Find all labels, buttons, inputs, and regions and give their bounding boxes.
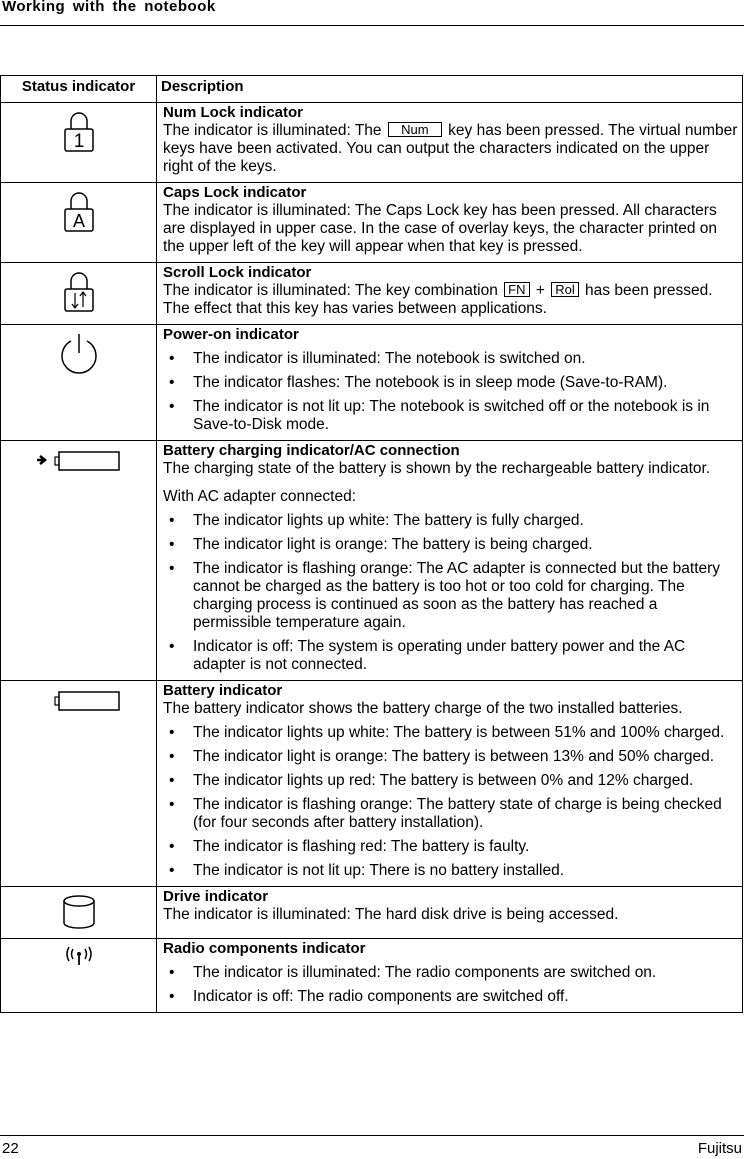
table-header-row — [1, 76, 743, 103]
list-item: • The indicator is flashing orange: The AC adapter is connected but the battery cannot be charged as the battery is too hot or too cold for charging. The charging process is continued as soon as the battery has reached a permissible temperature again. — [163, 560, 738, 632]
list-item: • The indicator is flashing red: The battery is faulty. — [163, 838, 738, 856]
row-text — [163, 122, 738, 176]
row-text-post: has been pressed. The effect that this key has varies between applications. — [163, 282, 713, 317]
bullet-list — [163, 350, 738, 434]
status-cell — [1, 681, 157, 887]
status-cell — [1, 441, 157, 681]
description-cell — [157, 325, 743, 441]
page-number: 22 — [2, 1140, 19, 1157]
caps-lock-icon — [61, 189, 97, 233]
caps-lock-icon-label: A — [72, 211, 85, 231]
row-text — [163, 282, 738, 318]
table-row — [1, 681, 743, 887]
list-item: • The indicator lights up white: The battery is fully charged. — [163, 512, 738, 530]
footer-rule — [0, 1135, 744, 1136]
row-title: Battery charging indicator/AC connection — [163, 442, 460, 459]
list-item: • The indicator is not lit up: The notebook is switched off or the notebook is in Save-to-Disk mode. — [163, 398, 738, 434]
description-cell — [157, 681, 743, 887]
list-item: • The indicator is flashing orange: The battery state of charge is being checked (for four seconds after battery installation). — [163, 796, 738, 832]
description-cell — [157, 441, 743, 681]
page-header — [0, 0, 744, 26]
description-cell — [157, 939, 743, 1013]
table-row — [1, 939, 743, 1013]
bullet-list — [163, 512, 738, 674]
list-item: • Indicator is off: The system is operating under battery power and the AC adapter is not connected. — [163, 638, 738, 674]
power-icon — [56, 331, 102, 377]
num-lock-icon — [61, 109, 97, 153]
battery-icon — [34, 687, 124, 715]
row-title: Power-on indicator — [163, 326, 299, 343]
list-item: • The indicator light is orange: The battery is between 13% and 50% charged. — [163, 748, 738, 766]
bullet-list — [163, 964, 738, 1006]
status-indicator-table — [0, 75, 743, 1013]
row-text-post: key has been pressed. The virtual number keys have been activated. You can output the characters indicated on the upper right of the keys. — [163, 122, 738, 175]
row-text-pre: The indicator is illuminated: The key combination — [163, 282, 498, 299]
table-row — [1, 325, 743, 441]
list-item: • The indicator lights up red: The battery is between 0% and 12% charged. — [163, 772, 738, 790]
plus-sign: + — [535, 282, 545, 299]
list-item: • The indicator is not lit up: There is no battery installed. — [163, 862, 738, 880]
fn-key: FN — [504, 282, 529, 297]
num-lock-icon-label: 1 — [73, 131, 84, 152]
row-title: Scroll Lock indicator — [163, 264, 312, 281]
status-cell — [1, 887, 157, 939]
table-row — [1, 887, 743, 939]
list-item: • The indicator is illuminated: The radio components are switched on. — [163, 964, 738, 982]
list-item: • The indicator is illuminated: The notebook is switched on. — [163, 350, 738, 368]
page-title: Working with the notebook — [2, 0, 216, 15]
row-text: The indicator is illuminated: The Caps Lock key has been pressed. All characters are displayed in upper case. In the case of overlay keys, the character printed on the upper left of the key will appear when that key is pressed. — [163, 202, 718, 255]
status-cell — [1, 325, 157, 441]
row-text-pre: The indicator is illuminated: The — [163, 122, 382, 139]
table-row — [1, 263, 743, 325]
row-title: Battery indicator — [163, 682, 283, 699]
row-title: Caps Lock indicator — [163, 184, 307, 201]
drive-icon — [59, 893, 99, 933]
table-row — [1, 103, 743, 183]
row-title: Radio components indicator — [163, 940, 366, 957]
footer-brand: Fujitsu — [697, 1140, 742, 1157]
row-text: The charging state of the battery is shown by the rechargeable battery indicator. — [163, 460, 711, 477]
radio-icon — [59, 945, 99, 971]
list-item: • The indicator flashes: The notebook is in sleep mode (Save-to-RAM). — [163, 374, 738, 392]
list-item: • The indicator light is orange: The battery is being charged. — [163, 536, 738, 554]
description-cell — [157, 263, 743, 325]
num-key: Num — [388, 122, 442, 137]
description-cell — [157, 183, 743, 263]
status-cell — [1, 183, 157, 263]
description-cell — [157, 887, 743, 939]
rol-key: Rol — [551, 282, 579, 297]
col-description-header: Description — [157, 76, 743, 103]
list-item: • The indicator lights up white: The battery is between 51% and 100% charged. — [163, 724, 738, 742]
row-text: The battery indicator shows the battery charge of the two installed batteries. — [163, 700, 683, 717]
status-cell — [1, 103, 157, 183]
description-cell — [157, 103, 743, 183]
battery-charging-icon — [34, 447, 124, 475]
col-status-header: Status indicator — [1, 76, 157, 103]
status-cell — [1, 263, 157, 325]
scroll-lock-icon — [61, 269, 97, 315]
table-row — [1, 441, 743, 681]
row-text-2: With AC adapter connected: — [163, 488, 357, 505]
row-title: Drive indicator — [163, 888, 269, 905]
table-row — [1, 183, 743, 263]
row-text: The indicator is illuminated: The hard disk drive is being accessed. — [163, 906, 619, 923]
status-cell — [1, 939, 157, 1013]
list-item: • Indicator is off: The radio components are switched off. — [163, 988, 738, 1006]
bullet-list — [163, 724, 738, 880]
row-title: Num Lock indicator — [163, 104, 304, 121]
